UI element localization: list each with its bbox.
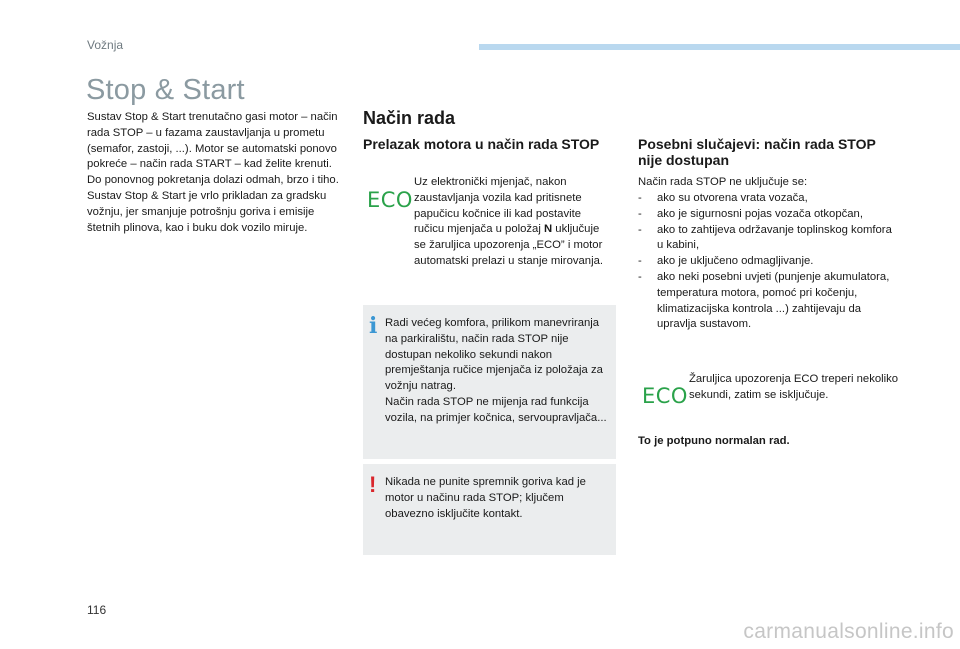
page-number: 116	[87, 603, 107, 617]
list-item-text: ako su otvorena vrata vozača,	[657, 192, 808, 204]
list-dash: -	[638, 270, 642, 283]
list-item-text: ako neki posebni uvjeti (punjenje akumulatora, temperatura motora, pomoć pri kočenju, klimatizacijska kontrola ...) zahtijevaju da upravlja sustavom.	[657, 270, 890, 331]
mode-heading: Način rada	[363, 108, 456, 128]
list-dash: -	[638, 223, 642, 236]
special-cases-list	[638, 191, 900, 333]
list-dash: -	[638, 255, 642, 268]
warning-note	[363, 464, 616, 555]
info-paragraph: Način rada STOP ne mijenja rad funkcija vozila, na primjer kočnica, servoupravljača...	[385, 395, 607, 424]
info-note-text	[385, 316, 610, 427]
warning-note-text	[385, 475, 610, 522]
eco-warning-icon: ECO	[367, 188, 413, 212]
info-note	[363, 305, 616, 459]
stop-heading: Prelazak motora u način rada STOP	[363, 136, 600, 152]
section-label: Vožnja	[87, 38, 124, 52]
page-title: Stop & Start	[86, 74, 245, 106]
warning-paragraph: Nikada ne punite spremnik goriva kad je motor u načinu rada STOP; ključem obavezno isključite kontakt.	[385, 476, 586, 520]
list-item	[638, 223, 900, 255]
list-item-text: ako je uključeno odmagljivanje.	[657, 255, 814, 268]
info-icon: i	[369, 313, 378, 339]
intro-text	[87, 110, 339, 236]
list-item-text: ako to zahtijeva održavanje toplinskog komfora u kabini,	[657, 223, 892, 252]
eco-blink-text: Žaruljica upozorenja ECO treperi nekoliko sekundi, zatim se isključuje.	[689, 373, 899, 401]
warning-icon: !	[369, 472, 377, 497]
gear-position: N	[543, 223, 553, 236]
normal-operation-note: To je potpuno normalan rad.	[638, 435, 790, 447]
stop-text-after: uključuje se žaruljica upozorenja „ECO” i motor automatski prelazi u stanje mirovanja.	[414, 223, 603, 267]
list-item	[638, 270, 900, 333]
list-item-text: ako je sigurnosni pojas vozača otkopčan,	[657, 207, 863, 220]
info-paragraph: Radi većeg komfora, prilikom manevriranja na parkiralištu, način rada STOP nije dostupan nekoliko sekundi nakon premještanja ručice mjenjača iz položaja za vožnju natrag.	[385, 317, 603, 393]
list-dash: -	[638, 207, 642, 220]
list-item	[638, 254, 900, 270]
stop-description	[414, 175, 614, 270]
intro-paragraph: Sustav Stop & Start trenutačno gasi motor – način rada STOP – u fazama zaustavljanja u prometu (semafor, zastoji, ...). Motor se automatski ponovo pokreće – način rada START – kad želite krenuti. Do ponovnog pokretanja dolazi odmah, brzo i tiho.	[87, 111, 339, 187]
list-dash: -	[638, 192, 642, 204]
eco-warning-icon: ECO	[642, 384, 688, 408]
list-item	[638, 207, 900, 223]
header-bar	[479, 44, 960, 50]
special-cases-intro: Način rada STOP ne uključuje se:	[638, 176, 808, 188]
watermark: carmanualsonline.info	[743, 620, 954, 643]
list-item	[638, 191, 900, 207]
stop-text-before: Uz elektronički mjenjač, nakon zaustavljanja vozila kad pritisnete papučicu kočnice ili kad postavite ručicu mjenjača u položaj	[414, 176, 582, 236]
special-cases-heading: Posebni slučajevi: način rada STOP nije dostupan	[638, 136, 876, 168]
intro-paragraph: Sustav Stop & Start je vrlo prikladan za gradsku vožnju, jer smanjuje potrošnju goriva i emisije štetnih plinova, kao i buku dok vozilo miruje.	[87, 189, 327, 234]
